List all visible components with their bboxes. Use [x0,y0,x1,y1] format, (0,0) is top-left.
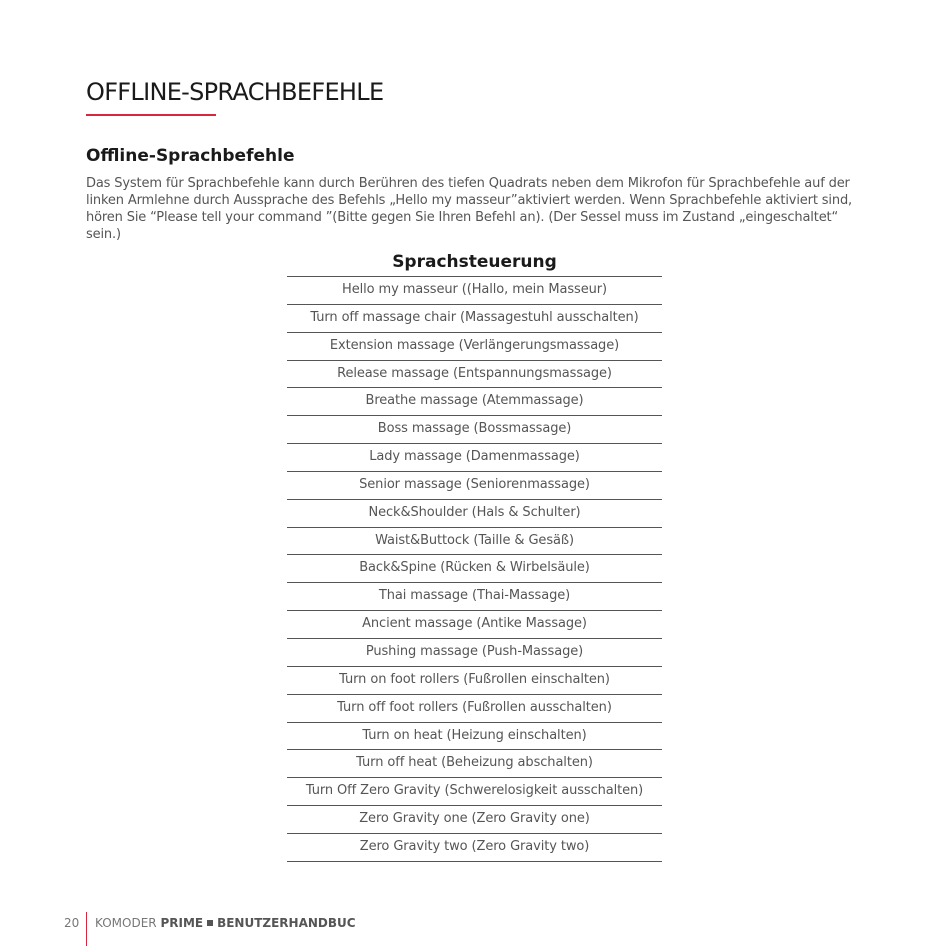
command-row: Hello my masseur ((Hallo, mein Masseur) [287,277,662,305]
command-row: Release massage (Entspannungsmassage) [287,361,662,389]
manual-name: BENUTZERHANDBUC [217,916,356,930]
brand-name: KOMODER [95,916,161,930]
command-row: Ancient massage (Antike Massage) [287,611,662,639]
command-row: Extension massage (Verlängerungsmassage) [287,333,662,361]
command-row: Pushing massage (Push-Massage) [287,639,662,667]
command-row: Turn Off Zero Gravity (Schwerelosigkeit ausschalten) [287,778,662,806]
command-row: Thai massage (Thai-Massage) [287,583,662,611]
command-list [287,277,662,862]
command-row: Lady massage (Damenmassage) [287,444,662,472]
command-row: Turn off foot rollers (Fußrollen ausschalten) [287,695,662,723]
command-row: Zero Gravity one (Zero Gravity one) [287,806,662,834]
footer-divider [86,912,87,946]
footer-brand [95,916,356,930]
product-name: PRIME [160,916,204,930]
section-heading: Offline-Sprachbefehle [86,146,295,166]
command-row: Neck&Shoulder (Hals & Schulter) [287,500,662,528]
command-row: Turn on heat (Heizung einschalten) [287,723,662,751]
page-number: 20 [64,916,80,930]
command-row: Zero Gravity two (Zero Gravity two) [287,834,662,862]
command-row: Boss massage (Bossmassage) [287,416,662,444]
body-paragraph: Das System für Sprachbefehle kann durch Berühren des tiefen Quadrats neben dem Mikrofon für Sprachbefehle auf der linken Armlehne durch Aussprache des Befehls „Hello my masseur”aktiviert werden. Wenn Sprachbefehle aktiviert sind, hören Sie “Please tell your command ”(Bitte gegen Sie Ihren Befehl an). (Der Sessel muss im Zustand „eingeschaltet“ sein.) [86,176,853,242]
command-row: Turn on foot rollers (Fußrollen einschalten) [287,667,662,695]
command-row: Waist&Buttock (Taille & Gesäß) [287,528,662,556]
table-header: Sprachsteuerung [287,248,662,277]
separator-square-icon [207,920,213,926]
command-row: Turn off massage chair (Massagestuhl ausschalten) [287,305,662,333]
command-row: Senior massage (Seniorenmassage) [287,472,662,500]
page-title: OFFLINE-SPRACHBEFEHLE [86,78,384,106]
title-underline [86,114,216,116]
command-row: Breathe massage (Atemmassage) [287,388,662,416]
voice-command-table [287,248,662,862]
command-row: Turn off heat (Beheizung abschalten) [287,750,662,778]
command-row: Back&Spine (Rücken & Wirbelsäule) [287,555,662,583]
